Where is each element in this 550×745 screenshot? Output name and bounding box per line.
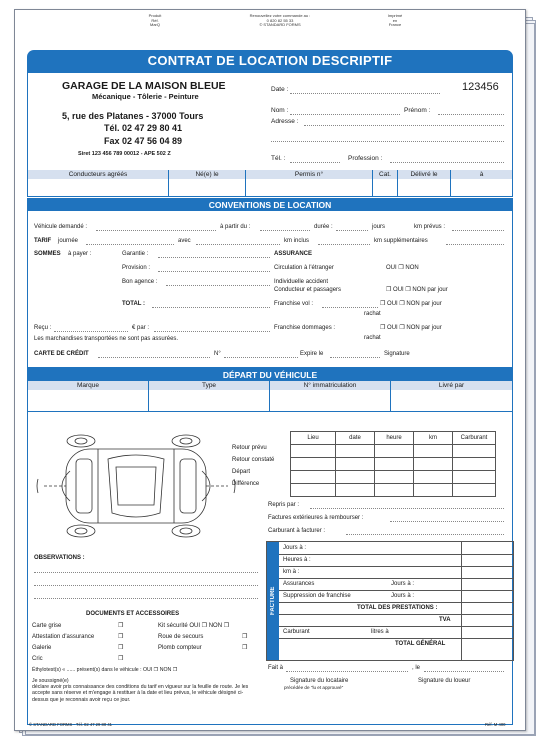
franchise-dommages-oui-non[interactable]: ❐ OUI ❐ NON par jour bbox=[380, 325, 442, 331]
carte-no-field[interactable] bbox=[224, 357, 298, 358]
vehicule-field[interactable] bbox=[96, 230, 216, 231]
rental-contract-sheet bbox=[14, 9, 526, 731]
a-partir-label: à partir du : bbox=[220, 224, 251, 230]
col-heure: heure bbox=[375, 432, 414, 445]
bon-agence-label: Bon agence : bbox=[122, 279, 158, 285]
lu-approuve-note: précédée de "lu et approuvé" bbox=[284, 685, 344, 690]
depart-label: Départ bbox=[232, 469, 251, 475]
col-date: date bbox=[336, 432, 375, 445]
fact-suppr-franchise-label: Suppression de franchise bbox=[283, 593, 351, 599]
facture-box bbox=[266, 541, 514, 661]
garage-siret: Siret 123 456 789 00012 - APE 502 Z bbox=[78, 151, 171, 157]
signature-cc-label: Signature bbox=[384, 351, 410, 357]
a-payer-label: à payer : bbox=[68, 251, 92, 257]
cell[interactable] bbox=[336, 484, 375, 497]
fact-assur-jours-label: Jours à : bbox=[391, 581, 415, 587]
total-general-label: TOTAL GÉNÉRAL bbox=[395, 641, 446, 647]
doc-attestation-checkbox[interactable]: ❐ bbox=[118, 634, 124, 640]
nom-label: Nom : bbox=[271, 107, 289, 114]
par-field[interactable] bbox=[154, 331, 270, 332]
col-delivre: Délivré le bbox=[398, 170, 451, 179]
fact-suppr-jours-label: Jours à : bbox=[391, 593, 415, 599]
marchandises-note: Les marchandises transportées ne sont pas assurées. bbox=[34, 336, 179, 342]
garage-phone: Tél. 02 47 29 80 41 bbox=[104, 123, 183, 133]
col-type: Type bbox=[149, 381, 270, 390]
indiv-accident-label: Individuelle accident bbox=[274, 279, 329, 285]
date-field[interactable] bbox=[290, 93, 440, 94]
doc-roue-secours: Roue de secours bbox=[158, 634, 204, 640]
adresse-field-2[interactable] bbox=[271, 141, 504, 142]
fait-a-label: Fait à bbox=[268, 665, 284, 671]
conventions-box bbox=[27, 198, 513, 368]
a-partir-field[interactable] bbox=[260, 230, 310, 231]
carte-field[interactable] bbox=[98, 357, 210, 358]
prenom-label: Prénom : bbox=[404, 107, 431, 114]
avec-field[interactable] bbox=[196, 244, 280, 245]
cell[interactable] bbox=[375, 484, 414, 497]
km-inclus-label: km inclus bbox=[284, 238, 310, 244]
km-supp-field[interactable] bbox=[446, 244, 504, 245]
carburant-facturer-field[interactable] bbox=[346, 534, 504, 535]
km-prevus-label: km prévus : bbox=[414, 224, 446, 230]
garage-services: Mécanique - Tôlerie - Peinture bbox=[92, 92, 199, 101]
doc-carte-grise: Carte grise bbox=[32, 623, 62, 629]
adresse-field[interactable] bbox=[304, 125, 504, 126]
par-label: € par : bbox=[132, 325, 150, 331]
km-supp-label: km supplémentaires bbox=[374, 238, 428, 244]
cell[interactable] bbox=[453, 458, 496, 471]
vehicule-demande-label: Véhicule demandé : bbox=[34, 224, 88, 230]
cell[interactable] bbox=[291, 445, 336, 458]
profession-field[interactable] bbox=[390, 162, 504, 163]
fact-heures-label: Heures à : bbox=[283, 557, 311, 563]
soussigne-label: Je soussigné(e) bbox=[32, 678, 69, 684]
signature-locataire-label: Signature du locataire bbox=[290, 678, 349, 684]
cell[interactable] bbox=[375, 445, 414, 458]
facture-label: FACTURE bbox=[270, 586, 276, 616]
conducteur-passagers-label: Conducteur et passagers bbox=[274, 287, 342, 293]
rachat-vol-label: rachat bbox=[364, 311, 381, 317]
col-permis: Permis n° bbox=[246, 170, 373, 179]
factures-field[interactable] bbox=[390, 521, 504, 522]
circulation-oui-non[interactable]: OUI ❐ NON bbox=[386, 265, 419, 271]
garage-name: GARAGE DE LA MAISON BLEUE bbox=[62, 80, 226, 92]
expire-field[interactable] bbox=[330, 357, 380, 358]
cell[interactable] bbox=[414, 445, 453, 458]
cell[interactable] bbox=[336, 471, 375, 484]
km-prevus-field[interactable] bbox=[452, 230, 504, 231]
depart-title: DÉPART DU VÉHICULE bbox=[28, 369, 512, 381]
cell[interactable] bbox=[291, 471, 336, 484]
retour-grid bbox=[290, 431, 496, 497]
le-field[interactable] bbox=[424, 671, 504, 672]
doc-carte-grise-checkbox[interactable]: ❐ bbox=[118, 623, 124, 629]
col-ne-le: Né(e) le bbox=[169, 170, 246, 179]
garantie-field[interactable] bbox=[158, 257, 270, 258]
repris-par-field[interactable] bbox=[310, 508, 504, 509]
doc-galerie-checkbox[interactable]: ❐ bbox=[118, 645, 124, 651]
km-inclus-field[interactable] bbox=[318, 244, 370, 245]
cell[interactable] bbox=[336, 445, 375, 458]
assurance-heading: ASSURANCE bbox=[274, 251, 313, 257]
fact-km-label: km à : bbox=[283, 569, 300, 575]
tel-field[interactable] bbox=[290, 162, 340, 163]
carburant-facturer-label: Carburant à facturer : bbox=[268, 528, 326, 534]
fact-jours-label: Jours à : bbox=[283, 545, 307, 551]
cell[interactable] bbox=[291, 458, 336, 471]
fact-assurances-label: Assurances bbox=[283, 581, 315, 587]
page-title: CONTRAT DE LOCATION DESCRIPTIF bbox=[27, 50, 513, 72]
observations-line-2[interactable] bbox=[34, 585, 258, 586]
profession-label: Profession : bbox=[348, 155, 383, 162]
provision-label: Provision : bbox=[122, 265, 151, 271]
observations-label: OBSERVATIONS : bbox=[34, 555, 85, 561]
journee-field[interactable] bbox=[86, 244, 174, 245]
indiv-oui-non[interactable]: ❐ OUI ❐ NON par jour bbox=[386, 287, 448, 293]
depart-box bbox=[27, 368, 513, 725]
observations-line-3[interactable] bbox=[34, 598, 258, 599]
franchise-dommages-label: Franchise dommages : bbox=[274, 325, 336, 331]
doc-cric-checkbox[interactable]: ❐ bbox=[118, 656, 124, 662]
franchise-vol-label: Franchise vol : bbox=[274, 301, 314, 307]
journee-label: journée bbox=[58, 238, 79, 244]
cell[interactable] bbox=[414, 471, 453, 484]
tel-label: Tél. : bbox=[271, 155, 286, 162]
doc-galerie: Galerie bbox=[32, 645, 52, 651]
total-label: TOTAL : bbox=[122, 301, 145, 307]
cell[interactable] bbox=[375, 471, 414, 484]
duree-label: durée : bbox=[314, 224, 333, 230]
franchise-vol-field[interactable] bbox=[322, 307, 378, 308]
footer-reference: Réf. M 400 bbox=[485, 722, 506, 727]
facture-sidebar bbox=[267, 542, 279, 660]
circulation-label: Circulation à l'étranger bbox=[274, 265, 334, 271]
footer-copyright: © STANDARD FORMS - Tél. 02 47 29 80 41 bbox=[29, 722, 112, 727]
meta-reorder: Renouvellez votre commande au : 0 820 82 55 33 © STANDARD FORMS bbox=[249, 13, 311, 28]
recu-field[interactable] bbox=[54, 331, 128, 332]
avec-label: avec bbox=[178, 238, 191, 244]
col-km: km bbox=[414, 432, 453, 445]
col-conducteurs: Conducteurs agréés bbox=[28, 170, 169, 179]
total-prestations-label: TOTAL DES PRESTATIONS : bbox=[357, 605, 438, 611]
drivers-table bbox=[27, 170, 513, 197]
fact-carburant-label: Carburant bbox=[283, 629, 310, 635]
tarif-label: TARIF bbox=[34, 238, 52, 244]
car-diagram-icon bbox=[36, 431, 236, 541]
col-carburant: Carburant bbox=[453, 432, 496, 445]
fact-litres-label: litres à bbox=[371, 629, 389, 635]
fait-a-field[interactable] bbox=[286, 671, 408, 672]
meta-product: Produit Réf. MarQ bbox=[148, 13, 162, 28]
col-lieu: Lieu bbox=[291, 432, 336, 445]
cell[interactable] bbox=[414, 458, 453, 471]
prenom-field[interactable] bbox=[438, 114, 504, 115]
meta-printed: Imprimé en France bbox=[387, 13, 403, 28]
garage-fax: Fax 02 47 56 04 89 bbox=[104, 136, 183, 146]
doc-cric: Cric bbox=[32, 656, 43, 662]
date-label: Date : bbox=[271, 86, 289, 93]
jours-label: jours bbox=[372, 224, 386, 230]
garantie-label: Garantie : bbox=[122, 251, 149, 257]
cell[interactable] bbox=[453, 484, 496, 497]
nom-field[interactable] bbox=[290, 114, 400, 115]
ethylotest-line: Éthylotest(s) « ...... présent(s) dans le véhicule : OUI ❐ NON ❐ bbox=[32, 667, 178, 673]
conventions-title: CONVENTIONS DE LOCATION bbox=[28, 199, 512, 211]
cell[interactable] bbox=[375, 458, 414, 471]
doc-plomb-checkbox[interactable]: ❐ bbox=[242, 645, 248, 651]
observations-line-1[interactable] bbox=[34, 572, 258, 573]
col-livre-par: Livré par bbox=[391, 381, 512, 390]
cell[interactable] bbox=[336, 458, 375, 471]
col-immat: N° immatriculation bbox=[270, 381, 391, 390]
header-box bbox=[27, 72, 513, 172]
le-label: , le bbox=[412, 665, 421, 671]
carte-no-label: N° bbox=[214, 351, 221, 357]
doc-roue-checkbox[interactable]: ❐ bbox=[242, 634, 248, 640]
bon-agence-field[interactable] bbox=[166, 285, 270, 286]
repris-par-label: Repris par : bbox=[268, 502, 300, 508]
doc-kit-securite: Kit sécurité OUI ❐ NON ❐ bbox=[158, 623, 230, 629]
doc-plomb-compteur: Plomb compteur bbox=[158, 645, 202, 651]
provision-field[interactable] bbox=[158, 271, 270, 272]
retour-prevu-label: Retour prévu bbox=[232, 445, 267, 451]
declaration-text: déclare avoir pris connaissance des conditions du tarif en vigueur sur la feuille de route. Je les accepte sans réserve et m'engage à restituer à la date et lieu prévus, le véhicule désigné ci-dessus que je reconnais avoir reçu ce jour. bbox=[32, 684, 249, 703]
franchise-vol-oui-non[interactable]: ❐ OUI ❐ NON par jour bbox=[380, 301, 442, 307]
factures-label: Factures extérieures à rembourser : bbox=[268, 515, 364, 521]
carte-credit-label: CARTE DE CRÉDIT bbox=[34, 351, 89, 357]
tva-label: TVA bbox=[439, 617, 451, 623]
total-field[interactable] bbox=[152, 307, 270, 308]
cell[interactable] bbox=[414, 484, 453, 497]
expire-label: Expire le bbox=[300, 351, 324, 357]
col-cat: Cat. bbox=[373, 170, 398, 179]
cell[interactable] bbox=[453, 471, 496, 484]
col-a: à bbox=[451, 170, 512, 179]
col-marque: Marque bbox=[28, 381, 149, 390]
cell[interactable] bbox=[291, 484, 336, 497]
signature-loueur-label: Signature du loueur bbox=[418, 678, 471, 684]
recu-label: Reçu : bbox=[34, 325, 52, 331]
duree-field[interactable] bbox=[336, 230, 368, 231]
difference-label: Différence bbox=[232, 481, 260, 487]
rachat-dommages-label: rachat bbox=[364, 335, 381, 341]
contract-number: 123456 bbox=[462, 81, 499, 93]
documents-title: DOCUMENTS ET ACCESSOIRES bbox=[86, 611, 180, 617]
garage-address: 5, rue des Platanes - 37000 Tours bbox=[62, 111, 204, 121]
sommes-label: SOMMES bbox=[34, 251, 61, 257]
cell[interactable] bbox=[453, 445, 496, 458]
adresse-label: Adresse : bbox=[271, 118, 299, 125]
doc-attestation: Attestation d'assurance bbox=[32, 634, 95, 640]
retour-constate-label: Retour constaté bbox=[232, 457, 275, 463]
